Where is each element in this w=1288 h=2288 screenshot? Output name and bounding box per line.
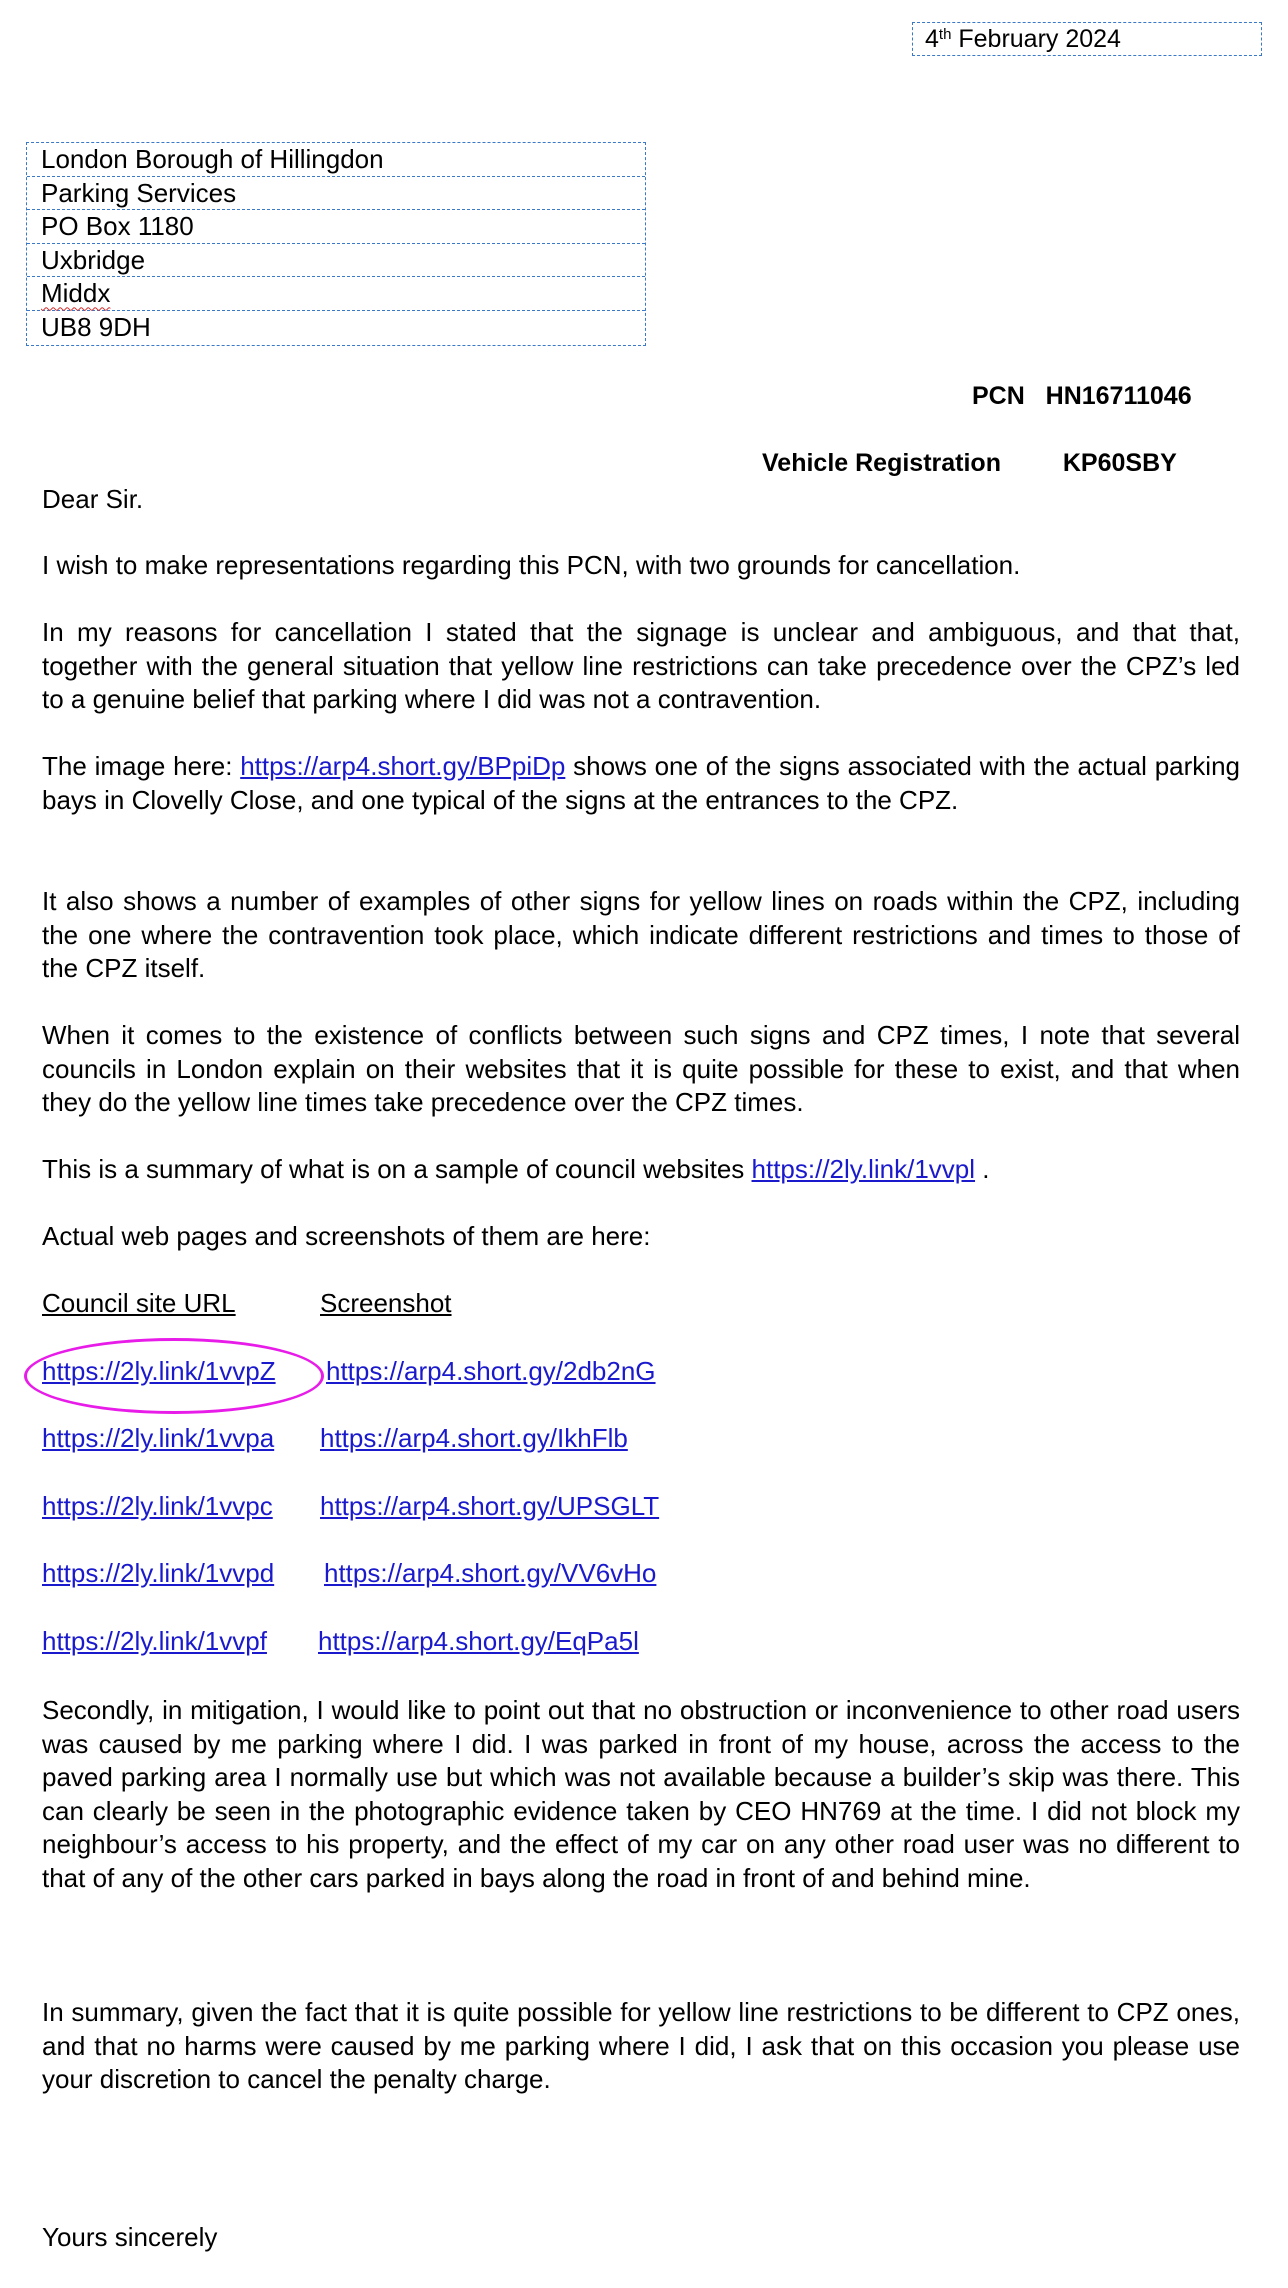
council-link[interactable]: https://2ly.link/1vvpc: [42, 1491, 273, 1521]
address-line: UB8 9DH: [41, 311, 151, 342]
vehicle-value: KP60SBY: [1062, 449, 1177, 477]
paragraph-3: [42, 750, 1240, 817]
paragraph-6: [42, 1153, 989, 1186]
paragraph-6-end: .: [975, 1154, 990, 1184]
date-field: [912, 22, 1262, 56]
highlight-circle-annotation: [24, 1338, 324, 1414]
pcn-value: HN16711046: [1045, 382, 1192, 410]
screenshot-link[interactable]: https://arp4.short.gy/2db2nG: [326, 1356, 656, 1386]
screenshot-header: Screenshot: [320, 1288, 452, 1318]
date-day: 4: [925, 25, 939, 53]
council-link[interactable]: https://2ly.link/1vvpd: [42, 1558, 275, 1588]
date-suffix: th: [938, 26, 952, 43]
council-link[interactable]: https://2ly.link/1vvpa: [42, 1423, 275, 1453]
paragraph-2: In my reasons for cancellation I stated that the signage is unclear and ambiguous, and that that, together with the general situation that yellow line restrictions can take precedence over the CPZ’s led to a genuine belief that parking where I did was not a contravention.: [42, 617, 1240, 714]
paragraph-3-text-end: shows one of the signs associated with the actual parking bays in Clovelly Close, and one typical of the signs at the entrances to the CPZ.: [42, 751, 1240, 815]
paragraph-4: It also shows a number of examples of other signs for yellow lines on roads within the CPZ, including the one where the contravention took place, which indicate different restrictions and times to those of the CPZ itself.: [42, 886, 1240, 983]
paragraph-8: Secondly, in mitigation, I would like to point out that no obstruction or inconvenience to other road users was caused by me parking where I did. I was parked in front of my house, across the access to the paved parking area I normally use but which was not available because a builder’s skip was there. This can clearly be seen in the photographic evidence taken by CEO HN769 at the time. I did not block my neighbour’s access to his property, and the effect of my car on any other road user was no different to that of any of the other cars parked in bays along the road in front of and behind mine.: [42, 1695, 1240, 1893]
address-line: Uxbridge: [27, 244, 645, 278]
screenshot-link[interactable]: https://arp4.short.gy/UPSGLT: [320, 1491, 660, 1521]
links-table-header: [42, 1287, 236, 1320]
paragraph-9: In summary, given the fact that it is quite possible for yellow line restrictions to be different to CPZ ones, and that no harms were caused by me parking where I did, I ask that on this occasion you please use your discretion to cancel the penalty charge.: [42, 1997, 1240, 2094]
council-url-header: Council site URL: [42, 1288, 236, 1318]
image-link[interactable]: https://arp4.short.gy/BPpiDp: [240, 751, 566, 781]
date-month-year: February 2024: [951, 25, 1121, 53]
council-link[interactable]: https://2ly.link/1vvpf: [42, 1626, 267, 1656]
recipient-address: [26, 142, 646, 346]
screenshot-link[interactable]: https://arp4.short.gy/EqPa5l: [318, 1626, 639, 1656]
screenshot-link[interactable]: https://arp4.short.gy/IkhFlb: [320, 1423, 628, 1453]
address-line: [27, 277, 645, 311]
screenshot-link[interactable]: https://arp4.short.gy/VV6vHo: [324, 1558, 657, 1588]
paragraph-1: I wish to make representations regarding this PCN, with two grounds for cancellation.: [42, 550, 1021, 580]
paragraph-3-text: The image here:: [42, 751, 241, 781]
summary-link[interactable]: https://2ly.link/1vvpl: [751, 1154, 976, 1184]
salutation: Dear Sir.: [42, 484, 144, 514]
paragraph-6-text: This is a summary of what is on a sample of council websites: [42, 1154, 752, 1184]
vehicle-label: Vehicle Registration: [762, 449, 1001, 477]
paragraph-5: When it comes to the existence of conflicts between such signs and CPZ times, I note that several councils in London explain on their websites that it is quite possible for these to exist, and that when they do the yellow line times take precedence over the CPZ times.: [42, 1020, 1240, 1117]
address-line: London Borough of Hillingdon: [27, 143, 645, 177]
paragraph-7: Actual web pages and screenshots of them are here:: [42, 1221, 651, 1251]
council-link[interactable]: https://2ly.link/1vvpZ: [42, 1356, 276, 1386]
pcn-reference: [972, 382, 1192, 411]
address-line: PO Box 1180: [27, 210, 645, 244]
address-line-misspelled: Middx: [41, 278, 111, 309]
address-line: Parking Services: [27, 177, 645, 211]
closing: Yours sincerely: [42, 2222, 218, 2252]
links-table-header-2: [320, 1287, 452, 1320]
pcn-label: PCN: [972, 382, 1025, 410]
vehicle-reference: [762, 449, 1177, 478]
